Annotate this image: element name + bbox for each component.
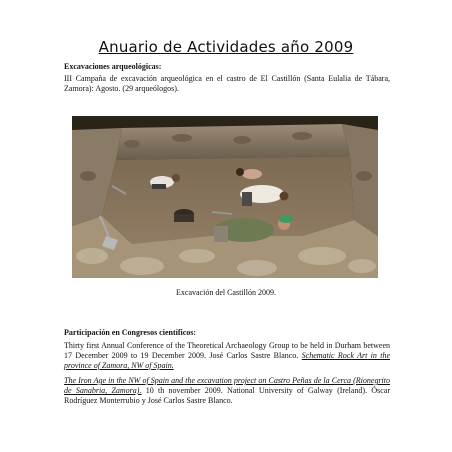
photo-caption: Excavación del Castillón 2009.: [176, 288, 276, 297]
document-title: Anuario de Actividades año 2009: [98, 38, 354, 56]
congress-paragraph-2: [64, 376, 390, 406]
congress-2-paper-title[interactable]: The Iron Age in the NW of Spain and the excavation project on Castro Peñas de la Cerca (Rionegrito de Sanabria, Zamora).: [64, 376, 390, 395]
congresos-heading: Participación en Congresos científicos:: [64, 328, 197, 337]
excavation-photo-drawing: [72, 116, 378, 278]
excavation-photo: [72, 116, 378, 278]
congress-paragraph-1: [64, 341, 390, 371]
congress-2-text: 10 th november 2009. National University of Galway (Ireland). Óscar Rodríguez Monterrubio y José Carlos Sastre Blanco.: [64, 386, 391, 405]
excavaciones-paragraph: III Campaña de excavación arqueológica en el castro de El Castillón (Santa Eulalia de Tábara, Zamora): Agosto. (29 arqueólogos).: [64, 74, 390, 93]
excavaciones-heading: Excavaciones arqueológicas:: [64, 62, 162, 71]
congress-1-text: Thirty first Annual Conference of the Theoretical Archaeology Group to be held in Durham between 17 December 2009 to 19 December 2009. José Carlos Sastre Blanco.: [64, 341, 390, 360]
congress-1-paper-title[interactable]: Schematic Rock Art in the province of Zamora, NW of Spain.: [64, 351, 391, 370]
